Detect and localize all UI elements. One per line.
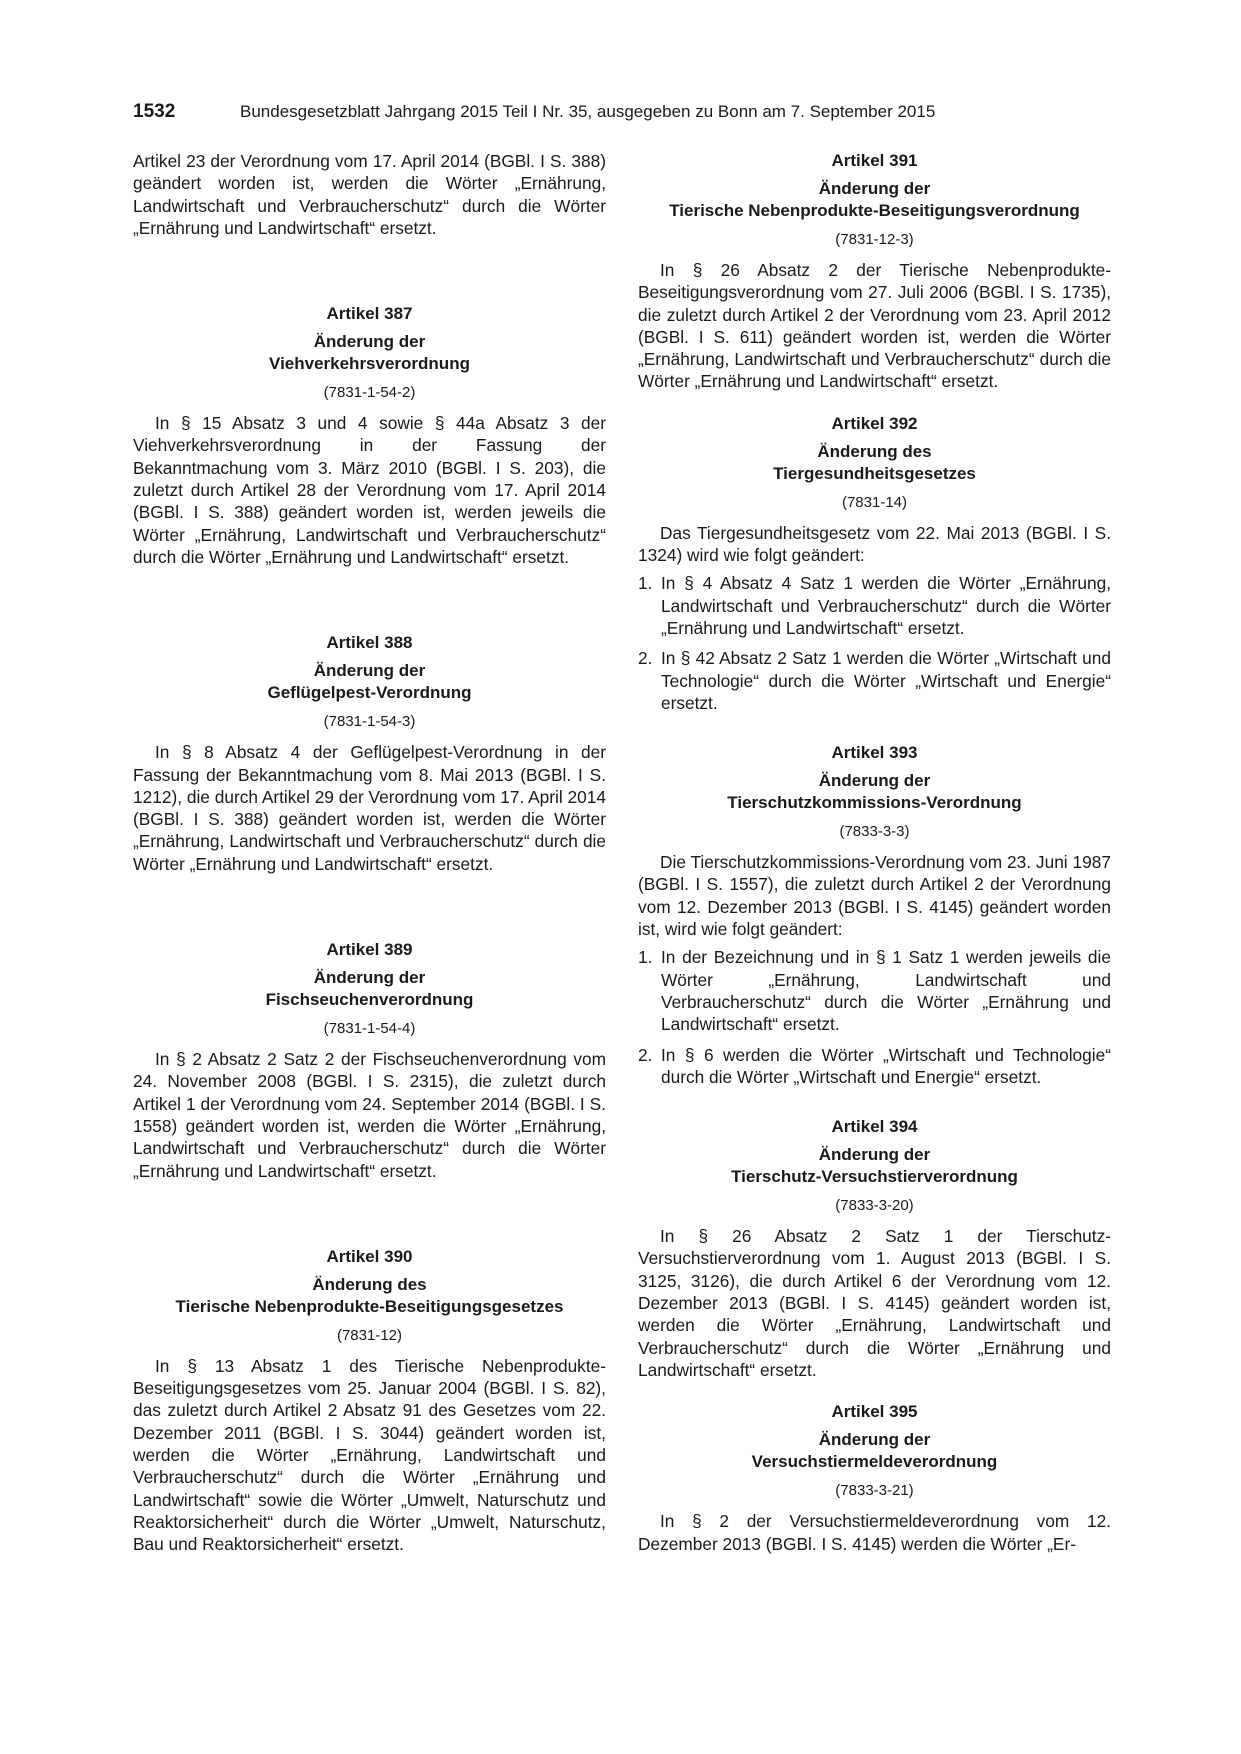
- article-text: In § 26 Absatz 2 der Tierische Nebenprodukte-Beseitigungsverordnung vom 27. Juli 2006 (BGBl. I S. 1735), die zuletzt durch Artikel 2 der Verordnung vom 23. April 2012 (BGBl. I S. 611) geändert worden ist, werden die Wörter „Ernährung, Landwirtschaft und Verbraucherschutz“ durch die Wörter „Ernährung und Landwirtschaft“ ersetzt.: [638, 260, 1111, 392]
- article-390-heading: [133, 1246, 606, 1346]
- article-title: Änderung der Versuchstiermeldeverordnung: [751, 1430, 998, 1472]
- article-388-heading: [133, 632, 606, 732]
- article-title: Änderung der Tierische Nebenprodukte-Beseitigungsverordnung: [669, 179, 1080, 220]
- list-item: 2. In § 42 Absatz 2 Satz 1 werden die Wörter „Wirtschaft und Technologie“ durch die Wörter „Wirtschaft und Energie“ ersetzt.: [638, 648, 1111, 713]
- article-title: Änderung der Geflügelpest-Verordnung: [267, 661, 472, 703]
- list-item: 2. In § 6 werden die Wörter „Wirtschaft und Technologie“ durch die Wörter „Wirtschaft und Energie“ ersetzt.: [638, 1044, 1111, 1087]
- amendment-list: [638, 572, 1111, 714]
- article-title: Änderung der Tierschutz-Versuchstierverordnung: [731, 1145, 1018, 1187]
- article-392-heading: [638, 413, 1111, 513]
- article-number: Artikel 389: [326, 940, 413, 960]
- fna-number: (7833-3-21): [835, 1482, 914, 1500]
- left-column: [133, 150, 606, 1556]
- fna-number: (7831-12): [336, 1326, 403, 1344]
- article-text: Das Tiergesundheitsgesetz vom 22. Mai 2013 (BGBl. I S. 1324) wird wie folgt geändert:: [638, 522, 1111, 566]
- article-391-heading: [638, 150, 1111, 250]
- article-number: Artikel 395: [831, 1402, 918, 1422]
- article-394-heading: [638, 1116, 1111, 1216]
- fna-number: (7831-14): [841, 493, 908, 511]
- article-387-heading: [133, 303, 606, 403]
- article-number: Artikel 390: [326, 1246, 413, 1266]
- fna-number: (7831-1-54-4): [323, 1020, 416, 1038]
- article-title: Änderung des Tierische Nebenprodukte-Beseitigungsgesetzes: [175, 1274, 564, 1316]
- running-header: [133, 100, 1113, 126]
- article-389-heading: [133, 939, 606, 1039]
- fna-number: (7831-12-3): [835, 231, 914, 248]
- fna-number: (7833-3-3): [839, 823, 910, 841]
- article-395-heading: [638, 1401, 1111, 1501]
- list-item: 1. In § 4 Absatz 4 Satz 1 werden die Wörter „Ernährung, Landwirtschaft und Verbraucherschutz“ durch die Wörter „Ernährung und Landwirtschaft“ ersetzt.: [638, 573, 1111, 638]
- article-title: Änderung der Tierschutzkommissions-Verordnung: [727, 771, 1022, 813]
- amendment-list: [638, 946, 1111, 1088]
- article-number: Artikel 393: [831, 743, 918, 763]
- article-title: Änderung der Viehverkehrsverordnung: [269, 332, 470, 374]
- article-text: Die Tierschutzkommissions-Verordnung vom 23. Juni 1987 (BGBl. I S. 1557), die zuletzt durch Artikel 2 der Verordnung vom 12. Dezember 2013 (BGBl. I S. 4145) geändert worden ist, wird wie folgt geändert:: [638, 852, 1111, 940]
- article-text: In § 2 Absatz 2 Satz 2 der Fischseuchenverordnung vom 24. November 2008 (BGBl. I S. 2315), die zuletzt durch Artikel 1 der Verordnung vom 24. September 2014 (BGBl. I S. 1558) geändert worden ist, werden die Wörter „Ernährung, Landwirtschaft und Verbraucherschutz“ durch die Wörter „Ernährung und Landwirtschaft“ ersetzt.: [133, 1049, 606, 1181]
- page-number: 1532: [133, 101, 176, 122]
- article-title: Änderung der Fischseuchenverordnung: [265, 968, 474, 1010]
- article-text: In § 2 der Versuchstiermeldeverordnung vom 12. Dezember 2013 (BGBl. I S. 4145) werden die Wörter „Er-: [638, 1511, 1111, 1554]
- article-number: Artikel 392: [831, 413, 918, 433]
- fna-number: (7831-1-54-2): [323, 384, 416, 402]
- article-text: In § 8 Absatz 4 der Geflügelpest-Verordnung in der Fassung der Bekanntmachung vom 8. Mai 2013 (BGBl. I S. 1212), die durch Artikel 29 der Verordnung vom 17. April 2014 (BGBl. I S. 388) geändert worden ist, werden die Wörter „Ernährung, Landwirtschaft und Verbraucherschutz“ durch die Wörter „Ernährung und Landwirtschaft“ ersetzt.: [133, 742, 606, 874]
- article-title: Änderung des Tiergesundheitsgesetzes: [773, 441, 976, 483]
- fna-number: (7833-3-20): [835, 1197, 914, 1215]
- right-column: [638, 150, 1111, 1555]
- article-number: Artikel 388: [326, 633, 413, 653]
- article-393-heading: [638, 742, 1111, 842]
- continued-paragraph: Artikel 23 der Verordnung vom 17. April 2014 (BGBl. I S. 388) geändert worden ist, werden die Wörter „Ernährung, Landwirtschaft und Verbraucherschutz“ durch die Wörter „Ernährung und Landwirtschaft“ ersetzt.: [133, 151, 606, 238]
- article-text: In § 26 Absatz 2 Satz 1 der Tierschutz-Versuchstierverordnung vom 1. August 2013 (BGBl. I S. 3125, 3126), die durch Artikel 6 der Verordnung vom 12. Dezember 2013 (BGBl. I S. 4145) geändert worden ist, werden die Wörter „Ernährung, Landwirtschaft und Verbraucherschutz“ durch die Wörter „Ernährung und Landwirtschaft“ ersetzt.: [638, 1226, 1111, 1380]
- list-item: 1. In der Bezeichnung und in § 1 Satz 1 werden jeweils die Wörter „Ernährung, Landwirtschaft und Verbraucherschutz“ durch die Wörter „Ernährung und Landwirtschaft“ ersetzt.: [638, 947, 1111, 1035]
- running-head: Bundesgesetzblatt Jahrgang 2015 Teil I Nr. 35, ausgegeben zu Bonn am 7. September 2015: [240, 102, 936, 121]
- article-number: Artikel 391: [831, 151, 918, 170]
- article-number: Artikel 387: [326, 304, 413, 324]
- article-number: Artikel 394: [831, 1117, 918, 1137]
- fna-number: (7831-1-54-3): [323, 713, 416, 731]
- article-text: In § 15 Absatz 3 und 4 sowie § 44a Absatz 3 der Viehverkehrsverordnung in der Fassung der Bekanntmachung vom 3. März 2010 (BGBl. I S. 203), die zuletzt durch Artikel 28 der Verordnung vom 17. April 2014 (BGBl. I S. 388) geändert worden ist, werden jeweils die Wörter „Ernährung, Landwirtschaft und Verbraucherschutz“ durch die Wörter „Ernährung und Landwirtschaft“ ersetzt.: [133, 413, 606, 567]
- article-text: In § 13 Absatz 1 des Tierische Nebenprodukte-Beseitigungsgesetzes vom 25. Januar 2004 (BGBl. I S. 82), das zuletzt durch Artikel 2 Absatz 91 des Gesetzes vom 22. Dezember 2011 (BGBl. I S. 3044) geändert worden ist, werden die Wörter „Ernährung, Landwirtschaft und Verbraucherschutz“ durch die Wörter „Ernährung und Landwirtschaft“ sowie die Wörter „Umwelt, Naturschutz und Reaktorsicherheit“ durch die Wörter „Umwelt, Naturschutz, Bau und Reaktorsicherheit“ ersetzt.: [133, 1355, 606, 1555]
